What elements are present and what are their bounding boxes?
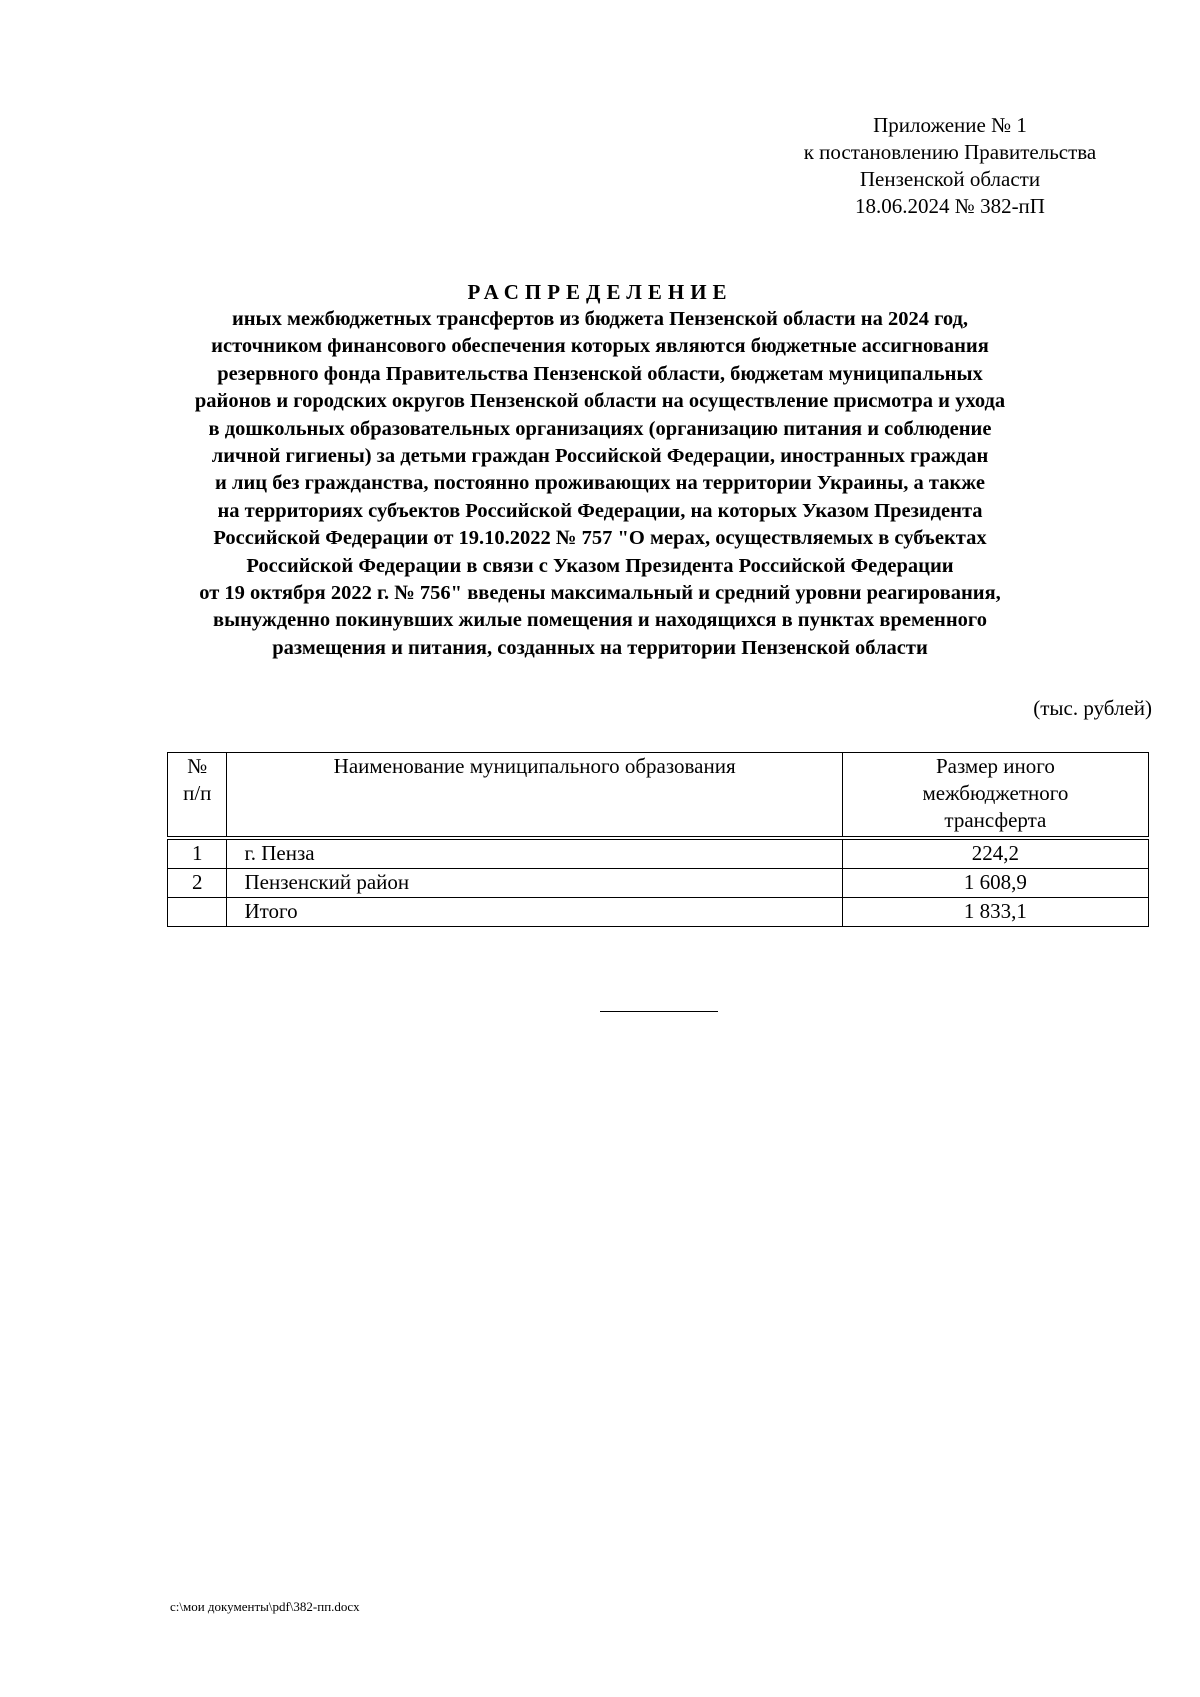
subtitle-line: на территориях субъектов Российской Федерации, на которых Указом Президента [217, 499, 983, 522]
row-name: Итого [227, 898, 842, 927]
row-number: 1 [168, 838, 227, 869]
appendix-line: 18.06.2024 № 382-пП [855, 194, 1045, 218]
subtitle-line: иных межбюджетных трансфертов из бюджета Пензенской области на 2024 год, [231, 308, 969, 330]
row-amount: 1 833,1 [842, 898, 1148, 927]
subtitle-line: в дошкольных образовательных организациях (организацию питания и соблюдение [208, 417, 992, 440]
file-path-footer: c:\мои документы\pdf\382-пп.docx [170, 1599, 360, 1614]
header-amount-line: межбюджетного [922, 781, 1069, 805]
row-amount: 1 608,9 [842, 869, 1148, 898]
table-header-row [168, 753, 1149, 839]
table-total-row [168, 898, 1149, 927]
header-amount-line: Размер иного [935, 754, 1055, 778]
subtitle-line: Российской Федерации в связи с Указом Президента Российской Федерации [246, 554, 954, 577]
table-row [168, 869, 1149, 898]
document-title: РАСПРЕДЕЛЕНИЕ [467, 280, 733, 304]
row-number [168, 898, 227, 927]
end-separator [600, 1011, 718, 1012]
header-amount-line: трансферта [944, 808, 1047, 832]
row-number: 2 [168, 869, 227, 898]
distribution-table [167, 752, 1149, 927]
subtitle-line: Российской Федерации от 19.10.2022 № 757 "О мерах, осуществляемых в субъектах [213, 527, 987, 550]
subtitle-line: резервного фонда Правительства Пензенской области, бюджетам муниципальных [217, 362, 983, 385]
row-name: г. Пенза [227, 838, 842, 869]
subtitle-line: размещения и питания, созданных на территории Пензенской области [272, 636, 928, 659]
header-number-line: п/п [183, 781, 212, 805]
subtitle-line: районов и городских округов Пензенской области на осуществление присмотра и ухода [194, 390, 1006, 413]
appendix-header [740, 112, 1160, 220]
units-label: (тыс. рублей) [1033, 696, 1152, 720]
table-row [168, 838, 1149, 869]
appendix-line: к постановлению Правительства [803, 140, 1097, 164]
header-amount [842, 753, 1148, 839]
subtitle-line: личной гигиены) за детьми граждан Российской Федерации, иностранных граждан [211, 445, 989, 468]
appendix-line: Пензенской области [859, 167, 1041, 191]
subtitle-line: вынужденно покинувших жилые помещения и находящихся в пунктах временного [213, 609, 987, 632]
header-name: Наименование муниципального образования [227, 753, 842, 839]
document-subtitle [150, 306, 1050, 662]
subtitle-line: и лиц без гражданства, постоянно проживающих на территории Украины, а также [215, 472, 985, 495]
row-amount: 224,2 [842, 838, 1148, 869]
subtitle-line: от 19 октября 2022 г. № 756" введены максимальный и средний уровни реагирования, [199, 582, 1001, 605]
header-number [168, 753, 227, 839]
header-number-line: № [187, 754, 208, 778]
row-name: Пензенский район [227, 869, 842, 898]
subtitle-line: источником финансового обеспечения которых являются бюджетные ассигнования [211, 335, 989, 358]
appendix-line: Приложение № 1 [873, 113, 1027, 137]
